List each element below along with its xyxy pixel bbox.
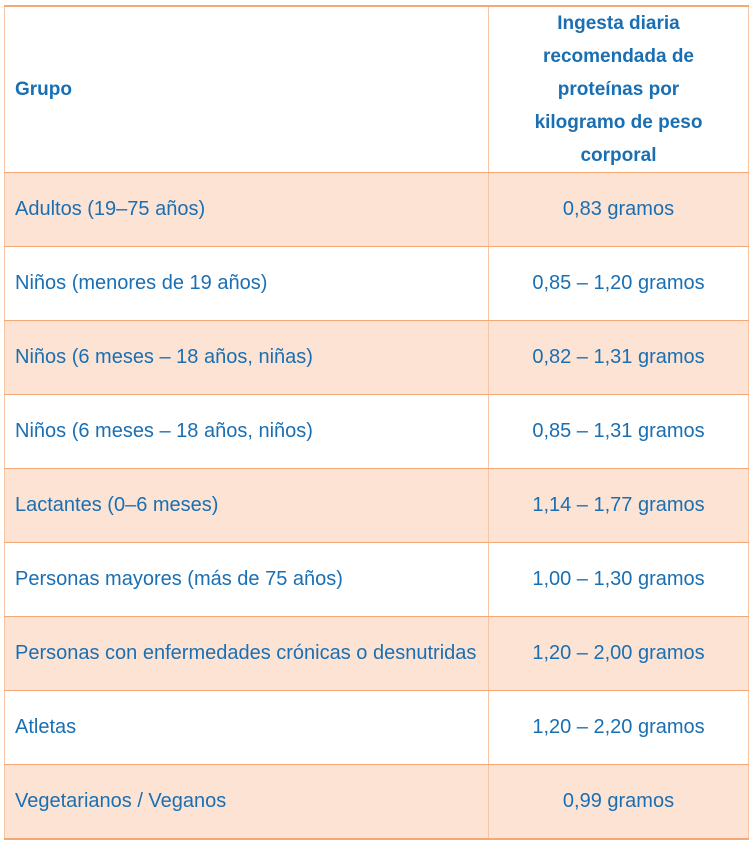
row-group: Personas con enfermedades crónicas o desnutridas: [5, 617, 489, 691]
table-row: [5, 617, 749, 691]
row-group: Atletas: [5, 691, 489, 765]
row-group: Niños (6 meses – 18 años, niñas): [5, 321, 489, 395]
table-row: [5, 395, 749, 469]
table-row: [5, 765, 749, 840]
row-group: Personas mayores (más de 75 años): [5, 543, 489, 617]
table-row: [5, 469, 749, 543]
row-intake: 0,85 – 1,20 gramos: [489, 247, 749, 321]
row-intake: 0,82 – 1,31 gramos: [489, 321, 749, 395]
row-intake: 0,99 gramos: [489, 765, 749, 840]
table-row: [5, 691, 749, 765]
table-row: [5, 173, 749, 247]
protein-intake-table: [4, 5, 749, 840]
table-row: [5, 321, 749, 395]
row-group: Lactantes (0–6 meses): [5, 469, 489, 543]
row-group: Adultos (19–75 años): [5, 173, 489, 247]
row-intake: 1,20 – 2,20 gramos: [489, 691, 749, 765]
row-intake: 1,14 – 1,77 gramos: [489, 469, 749, 543]
row-intake: 0,85 – 1,31 gramos: [489, 395, 749, 469]
table-header-row: [5, 6, 749, 173]
table-row: [5, 543, 749, 617]
header-group: Grupo: [5, 6, 489, 173]
row-intake: 0,83 gramos: [489, 173, 749, 247]
row-group: Niños (6 meses – 18 años, niños): [5, 395, 489, 469]
table-row: [5, 247, 749, 321]
header-intake: Ingesta diaria recomendada de proteínas por kilogramo de peso corporal: [489, 6, 749, 173]
row-intake: 1,20 – 2,00 gramos: [489, 617, 749, 691]
row-group: Niños (menores de 19 años): [5, 247, 489, 321]
row-intake: 1,00 – 1,30 gramos: [489, 543, 749, 617]
row-group: Vegetarianos / Veganos: [5, 765, 489, 840]
